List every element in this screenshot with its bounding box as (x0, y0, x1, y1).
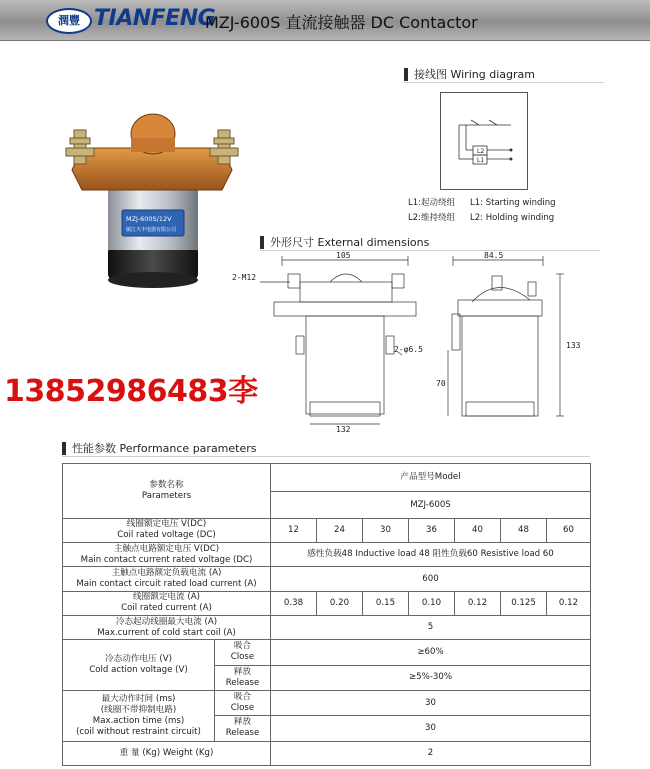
cold-close-label (215, 640, 271, 665)
time-close-value: 30 (271, 690, 591, 715)
table-row (63, 690, 591, 715)
dim-side-width: 84.5 (484, 252, 504, 260)
wiring-diagram-drawing (441, 93, 527, 189)
coil-current-cell: 0.125 (501, 591, 547, 615)
model-value: MZJ-600S (271, 492, 591, 518)
wiring-legend-cn (408, 196, 455, 226)
header-banner (0, 0, 650, 41)
wiring-section-title (404, 66, 535, 82)
max-action-time-en-note: (coil without restraint circuit) (76, 726, 201, 737)
coil-voltage-cell: 48 (501, 518, 547, 542)
section-marker (260, 236, 264, 249)
dim-side-base: 70 (436, 379, 446, 388)
coil-current-cell: 0.20 (317, 591, 363, 615)
coil-current-cell: 0.12 (547, 591, 591, 615)
main-current-label (63, 567, 271, 591)
param-header-cn: 参数名称 (149, 479, 184, 490)
coil-current-cell: 0.38 (271, 591, 317, 615)
contact-phone-overlay: 13852986483李 (4, 374, 258, 409)
nameplate-maker: 镇江天丰电器有限公司 (126, 227, 177, 233)
dimension-drawings (230, 252, 620, 432)
cold-release-label (215, 665, 271, 690)
dimensions-section-title (260, 234, 429, 250)
max-action-time-cn: 最大动作时间 (ms) (101, 693, 176, 704)
coil-current-en: Coil rated current (A) (121, 603, 212, 614)
weight-label: 重 量 (Kg) Weight (Kg) (63, 741, 271, 765)
param-header (63, 464, 271, 519)
performance-section-title (62, 440, 257, 456)
cold-action-label (63, 640, 215, 691)
time-release-en: Release (225, 728, 260, 739)
table-row (63, 741, 591, 765)
max-cold-current-value: 5 (271, 615, 591, 639)
legend-l1-en: L1: Starting winding (470, 198, 556, 208)
max-cold-current-cn: 冷态起动线圈最大电流 (A) (115, 616, 218, 627)
dim-side-height: 133 (566, 341, 581, 350)
coil-voltage-cell: 30 (363, 518, 409, 542)
cold-action-en: Cold action voltage (V) (89, 665, 188, 676)
cold-action-cn: 冷态动作电压 (V) (105, 654, 172, 665)
coil-voltage-label (63, 518, 271, 542)
coil-voltage-cn: 线圈额定电压 V(DC) (126, 519, 207, 530)
weight-value: 2 (271, 741, 591, 765)
legend-l1-cn: L1:起动绕组 (408, 198, 456, 208)
table-row (63, 591, 591, 615)
page-title: MZJ-600S 直流接触器 DC Contactor (205, 13, 478, 32)
max-cold-current-en: Max.current of cold start coil (A) (97, 627, 236, 638)
main-voltage-en: Main contact current rated voltage (DC) (80, 554, 253, 565)
coil-voltage-cell: 24 (317, 518, 363, 542)
main-current-value: 600 (271, 567, 591, 591)
coil-voltage-cell: 36 (409, 518, 455, 542)
coil-voltage-cell: 12 (271, 518, 317, 542)
product-photo (62, 98, 252, 298)
wiring-legend-en (470, 196, 556, 226)
max-action-time-cn-note: (线圈不带抑制电路) (100, 704, 177, 715)
wiring-section-label: 接线图 Wiring diagram (414, 68, 535, 81)
dim-front-bottom: 132 (336, 425, 351, 432)
time-close-label (215, 690, 271, 715)
model-header: 产品型号Model (271, 464, 591, 492)
dim-stud: 2-M12 (232, 273, 257, 282)
section-marker (62, 442, 66, 455)
coil-current-cell: 0.10 (409, 591, 455, 615)
coil-voltage-en: Coil rated voltage (DC) (117, 530, 216, 541)
coil-label-l2: L2 (477, 148, 485, 155)
cold-close-cn: 吸合 (233, 641, 252, 652)
coil-current-cell: 0.15 (363, 591, 409, 615)
dimensions-section-label: 外形尺寸 External dimensions (270, 236, 430, 249)
table-row (63, 543, 591, 567)
main-voltage-cn: 主触点电路额定电压 V(DC) (113, 543, 220, 554)
param-header-en: Parameters (141, 490, 192, 501)
legend-l2-en: L2: Holding winding (470, 213, 555, 223)
dim-hole: 2-φ6.5 (394, 345, 423, 354)
time-close-en: Close (230, 703, 255, 714)
cold-close-en: Close (230, 652, 255, 663)
table-row (63, 518, 591, 542)
max-cold-current-label (63, 615, 271, 639)
table-row (63, 615, 591, 639)
main-current-en: Main contact circuit rated load current (A) (76, 579, 257, 589)
max-action-time-label (63, 690, 215, 741)
time-close-cn: 吸合 (233, 692, 252, 703)
main-current-cn: 主触点电路额定负载电流 (A) (111, 568, 222, 578)
coil-voltage-cell: 60 (547, 518, 591, 542)
time-release-value: 30 (271, 716, 591, 741)
divider (62, 456, 590, 457)
dim-front-width: 105 (336, 252, 351, 260)
performance-table (62, 463, 591, 766)
table-row (63, 567, 591, 591)
divider (404, 82, 604, 83)
time-release-label (215, 716, 271, 741)
coil-current-label (63, 591, 271, 615)
coil-current-cell: 0.12 (455, 591, 501, 615)
cold-release-en: Release (225, 677, 260, 688)
coil-current-cn: 线圈额定电流 (A) (133, 592, 200, 603)
table-header-row (63, 464, 591, 492)
table-row (63, 640, 591, 665)
section-marker (404, 68, 408, 81)
coil-label-l1: L1 (477, 157, 485, 164)
legend-l2-cn: L2:维持绕组 (408, 213, 456, 223)
main-voltage-label (63, 543, 271, 567)
performance-section-label: 性能参数 Performance parameters (72, 442, 257, 455)
coil-voltage-cell: 40 (455, 518, 501, 542)
divider (260, 250, 600, 251)
nameplate-model: MZJ-600S/12V (126, 215, 172, 223)
brand-name: TIANFENG (94, 6, 216, 31)
cold-release-cn: 释放 (233, 666, 252, 677)
brand-logo: 潤豐 (46, 8, 92, 34)
max-action-time-en: Max.action time (ms) (92, 715, 185, 726)
cold-release-value: ≥5%-30% (271, 665, 591, 690)
wiring-diagram (440, 92, 528, 190)
main-voltage-value: 感性负载48 Inductive load 48 阻性负载60 Resistive load 60 (271, 543, 591, 567)
time-release-cn: 释放 (233, 717, 252, 728)
cold-close-value: ≥60% (271, 640, 591, 665)
